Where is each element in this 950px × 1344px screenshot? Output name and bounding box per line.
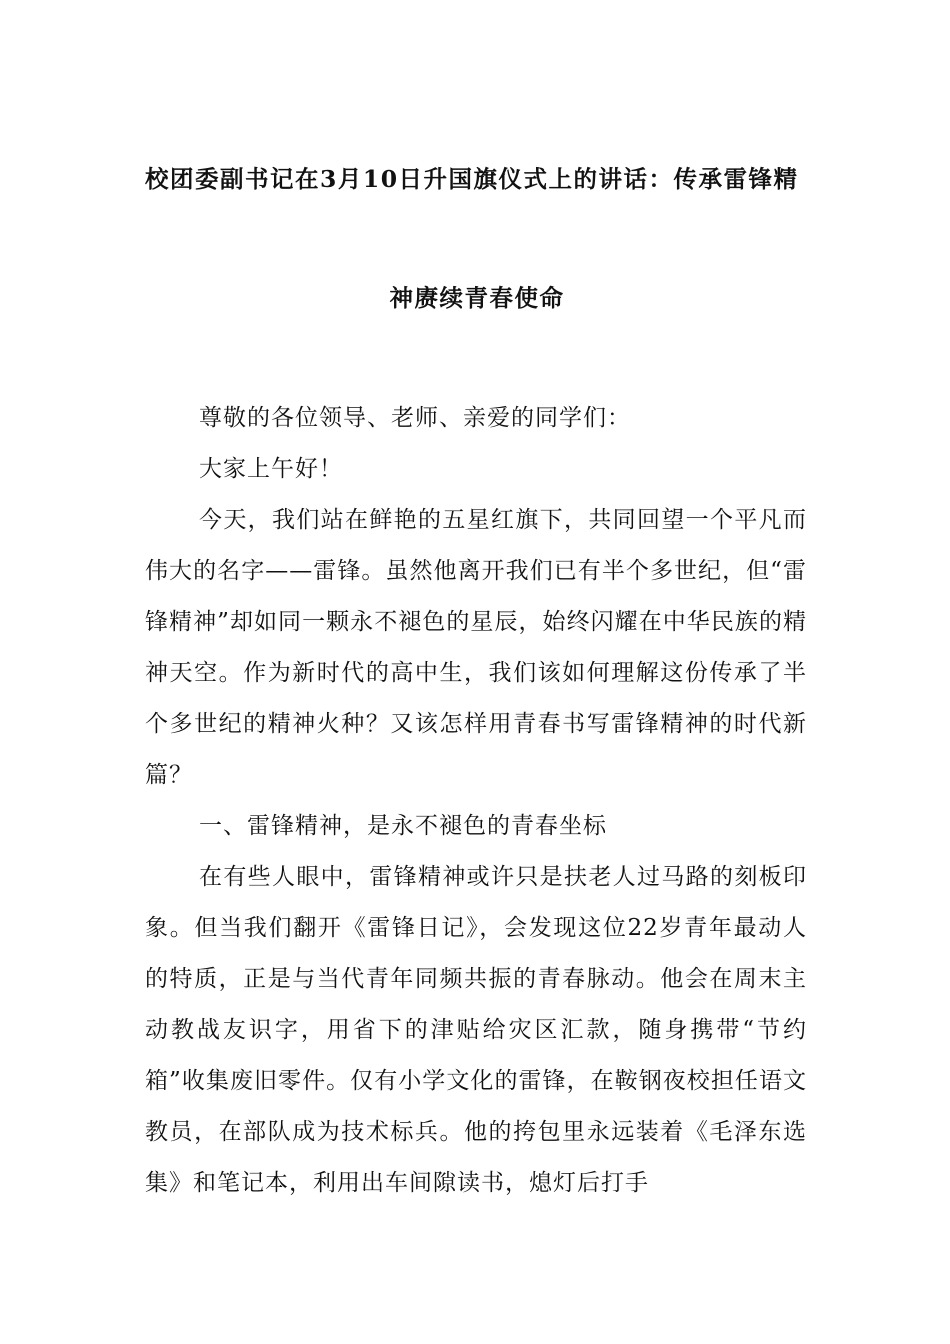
- document-title-line-2: 神赓续青春使命: [389, 284, 565, 312]
- greeting-paragraph: 大家上午好！: [199, 456, 343, 482]
- salutation-paragraph: 尊敬的各位领导、老师、亲爱的同学们：: [199, 405, 631, 431]
- intro-paragraph: 今天，我们站在鲜艳的五星红旗下，共同回望一个平凡而伟大的名字——雷锋。虽然他离开我们已有半个多世纪，但“雷锋精神”却如同一颗永不褪色的星辰，始终闪耀在中华民族的精神天空。作为新时代的高中生，我们该如何理解这份传承了半个多世纪的精神火种？又该怎样用青春书写雷锋精神的时代新篇？: [145, 507, 807, 788]
- section-heading: 一、雷锋精神，是永不褪色的青春坐标: [199, 813, 607, 839]
- document-body: [145, 393, 807, 1209]
- document-title-line-1: 校团委副书记在3月10日升国旗仪式上的讲话：传承雷锋精: [145, 165, 799, 193]
- section-paragraph: 在有些人眼中，雷锋精神或许只是扶老人过马路的刻板印象。但当我们翻开《雷锋日记》，会发现这位22岁青年最动人的特质，正是与当代青年同频共振的青春脉动。他会在周末主动教战友识字，用省下的津贴给灾区汇款，随身携带“节约箱”收集废旧零件。仅有小学文化的雷锋，在鞍钢夜校担任语文教员，在部队成为技术标兵。他的挎包里永远装着《毛泽东选集》和笔记本，利用出车间隙读书，熄灯后打手: [145, 864, 807, 1196]
